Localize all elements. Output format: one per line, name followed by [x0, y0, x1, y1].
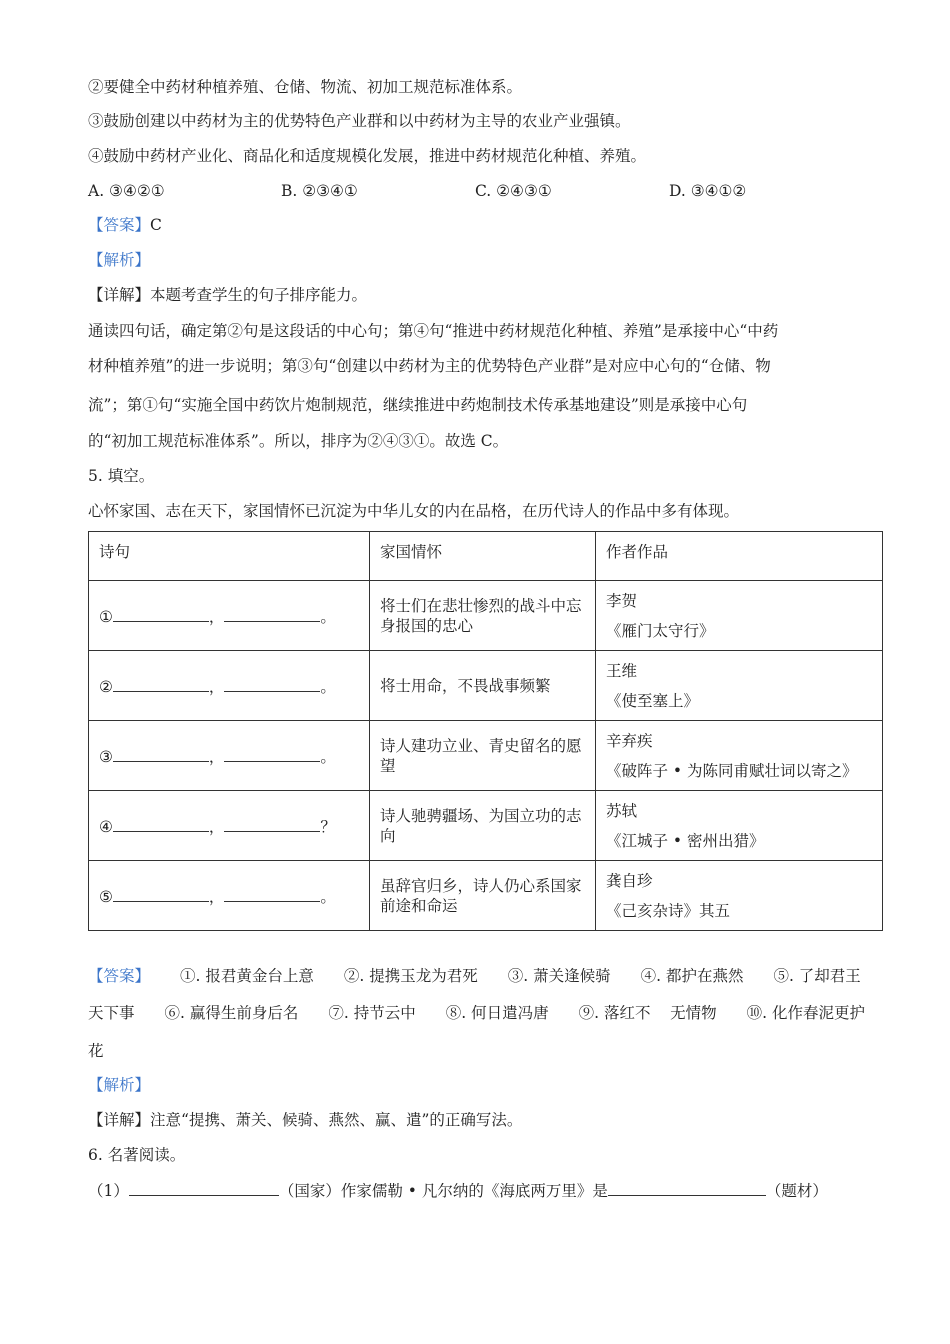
answer-tag: 【答案】	[88, 967, 151, 985]
work: 《破阵子 • 为陈同甫赋壮词以寄之》	[606, 761, 858, 780]
feeling-cell: 诗人驰骋疆场、为国立功的志向	[370, 791, 596, 861]
answer-item: ④. 都护在燕然	[640, 967, 744, 985]
answer-item: ⑨. 落红不 无情物	[578, 1004, 717, 1022]
answer-item: ⑥. 赢得生前身后名	[164, 1004, 299, 1022]
q5-answers-line3: 花	[88, 1042, 104, 1060]
fill-blank[interactable]	[113, 887, 209, 902]
feeling-cell: 诗人建功立业、青史留名的愿望	[370, 721, 596, 791]
author: 李贺	[606, 591, 638, 610]
work: 《江城子 • 密州出猎》	[606, 831, 765, 850]
work: 《使至塞上》	[606, 691, 700, 710]
poem-blank-cell: ③ ， 。	[89, 721, 370, 791]
fill-blank[interactable]	[113, 747, 209, 762]
feeling-cell: 虽辞官归乡，诗人仍心系国家前途和命运	[370, 861, 596, 931]
fill-blank[interactable]	[224, 817, 320, 832]
author-work-cell	[596, 651, 883, 721]
statement-3: ③鼓励创建以中药材为主的优势特色产业群和以中药材为主导的农业产业强镇。	[88, 112, 631, 130]
author-work-cell	[596, 861, 883, 931]
q4-analysis-tag: 【解析】	[88, 251, 151, 269]
poem-blank-cell: ⑤ ， 。	[89, 861, 370, 931]
poem-table	[88, 531, 883, 931]
q6-item1: （1） （国家）作家儒勒 • 凡尔纳的《海底两万里》是 （题材）	[88, 1182, 828, 1200]
table-header-row	[89, 532, 883, 581]
q4-explanation-line: 的“初加工规范标准体系”。所以，排序为②④③①。故选 C。	[88, 432, 509, 450]
author-work-cell	[596, 721, 883, 791]
q4-explanation-line: 材种植养殖”的进一步说明；第③句“创建以中药材为主的优势特色产业群”是对应中心句的“仓储、物	[88, 357, 771, 375]
poem-blank-cell: ① ， 。	[89, 581, 370, 651]
option-d: D. ③④①②	[669, 182, 747, 200]
answer-tag: 【答案】	[88, 216, 151, 234]
fill-blank[interactable]	[113, 607, 209, 622]
q5-detail	[88, 1109, 522, 1131]
answer-item: ③. 萧关逢候骑	[507, 967, 611, 985]
option-b: B. ②③④①	[281, 182, 358, 200]
fill-blank[interactable]	[608, 1181, 766, 1196]
detail-text: 注意“提携、萧关、候骑、燕然、赢、遣”的正确写法。	[150, 1111, 523, 1129]
table-row	[89, 651, 883, 721]
fill-blank[interactable]	[113, 677, 209, 692]
statement-4: ④鼓励中药材产业化、商品化和适度规模化发展，推进中药材规范化种植、养殖。	[88, 147, 647, 165]
table-row	[89, 721, 883, 791]
fill-blank[interactable]	[129, 1181, 279, 1196]
q5-analysis-tag: 【解析】	[88, 1076, 151, 1094]
fill-blank[interactable]	[113, 817, 209, 832]
detail-tag: 【详解】	[88, 286, 151, 304]
detail-tag: 【详解】	[88, 1111, 151, 1129]
author: 龚自珍	[606, 871, 653, 890]
author: 王维	[606, 661, 638, 680]
q5-title: 5. 填空。	[88, 467, 155, 485]
table-row	[89, 791, 883, 861]
fill-blank[interactable]	[224, 747, 320, 762]
q5-answers-line1	[88, 965, 861, 987]
author-work-cell	[596, 581, 883, 651]
author: 辛弃疾	[606, 731, 653, 750]
answer-item: ⑦. 持节云中	[328, 1004, 416, 1022]
statement-2: ②要健全中药材种植养殖、仓储、物流、初加工规范标准体系。	[88, 78, 523, 96]
fill-blank[interactable]	[224, 607, 320, 622]
poem-blank-cell: ④ ， ？	[89, 791, 370, 861]
detail-text: 本题考查学生的句子排序能力。	[150, 286, 368, 304]
table-row	[89, 581, 883, 651]
header-poem: 诗句	[89, 532, 370, 581]
answer-item: ②. 提携玉龙为君死	[343, 967, 478, 985]
fill-blank[interactable]	[224, 677, 320, 692]
author: 苏轼	[606, 801, 638, 820]
answer-item: ⑧. 何日遣冯唐	[445, 1004, 549, 1022]
answer-item: ①. 报君黄金台上意	[180, 967, 314, 985]
feeling-cell: 将士们在悲壮惨烈的战斗中忘身报国的忠心	[370, 581, 596, 651]
feeling-cell: 将士用命，不畏战事频繁	[370, 651, 596, 721]
answer-item: ⑤. 了却君王	[773, 967, 861, 985]
q5-answers-line2	[88, 1002, 865, 1024]
table-row	[89, 861, 883, 931]
fill-blank[interactable]	[224, 887, 320, 902]
poem-blank-cell: ② ， 。	[89, 651, 370, 721]
option-c: C. ②④③①	[475, 182, 552, 200]
author-work-cell	[596, 791, 883, 861]
q4-detail	[88, 284, 367, 306]
q4-answer	[88, 214, 162, 236]
q6-title: 6. 名著阅读。	[88, 1146, 186, 1164]
answer-value: C	[150, 216, 162, 234]
answer-continuation: 天下事	[88, 1004, 135, 1022]
option-a: A. ③④②①	[88, 182, 165, 200]
q4-explanation-line: 流”；第①句“实施全国中药饮片炮制规范，继续推进中药炮制技术传承基地建设”则是承接中心句	[88, 396, 748, 414]
header-feeling: 家国情怀	[370, 532, 596, 581]
q4-explanation-line: 通读四句话，确定第②句是这段话的中心句；第④句“推进中药材规范化种植、养殖”是承接中心“中药	[88, 322, 779, 340]
answer-item: ⑩. 化作春泥更护	[746, 1004, 866, 1022]
work: 《己亥杂诗》其五	[606, 901, 731, 920]
work: 《雁门太守行》	[606, 621, 715, 640]
q5-prompt: 心怀家国、志在天下，家国情怀已沉淀为中华儿女的内在品格，在历代诗人的作品中多有体现。	[88, 502, 740, 520]
header-author-work: 作者作品	[596, 532, 883, 581]
